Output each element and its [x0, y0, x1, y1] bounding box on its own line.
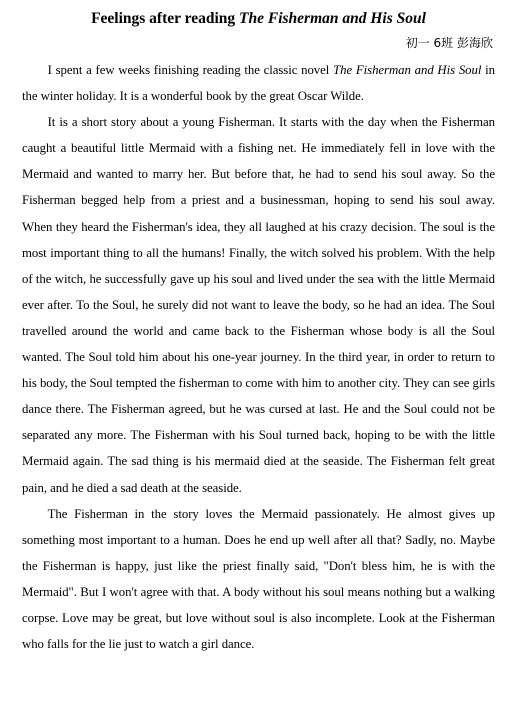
paragraph-1-text-b: in the winter holiday. It is a wonderful book by the great Oscar Wilde.	[22, 63, 495, 104]
paragraph-1	[22, 57, 495, 109]
paragraph-1-text-a: I spent a few weeks finishing reading the classic novel	[47, 63, 334, 77]
author-byline: 初一 6班 彭海欣	[405, 36, 493, 50]
paragraph-2: It is a short story about a young Fisherman. It starts with the day when the Fisherman caught a beautiful little Mermaid with a fishing net. He immediately fell in love with the Mermaid and wanted to marry her. But before that, he had to send his soul away. So the Fisherman begged help from a priest and a businessman, hoping to send his soul away. When they heard the Fisherman's idea, they all laughed at his crazy decision. The soul is the most important thing to all the humans! Finally, the witch solved his problem. With the help of the witch, he successfully gave up his soul and lived under the sea with the little Mermaid ever after. To the Soul, he surely did not want to leave the body, so he had an idea. The Soul travelled around the world and came back to the Fisherman whose body is all the Soul wanted. The Soul told him about his one-year journey. In the third year, in order to return to his body, the Soul tempted the fisherman to come with him to another city. They can see girls dance there. The Fisherman agreed, but he was cursed at last. He and the Soul could not be separated any more. The Fisherman with his Soul turned back, hoping to be with the little Mermaid again. The sad thing is his mermaid died at the seaside. The Fisherman felt great pain, and he died a sad death at the seaside.	[22, 115, 495, 495]
title-book-name: The Fisherman and His Soul	[239, 10, 426, 27]
page-title	[22, 8, 495, 30]
title-text: Feelings after reading	[91, 10, 240, 27]
paragraph-1-book-name: The Fisherman and His Soul	[333, 63, 482, 77]
paragraph-3: The Fisherman in the story loves the Mermaid passionately. He almost gives up something most important to a human. Does he end up well after all that? Sadly, no. Maybe the Fisherman is happy, just like the priest finally said, "Don't bless him, he is with the Mermaid". But I won't agree with that. A body without his soul means nothing but a walking corpse. Love may be great, but love without soul is also incomplete. Look at the Fisherman who falls for the lie just to watch a girl dance.	[22, 506, 495, 652]
